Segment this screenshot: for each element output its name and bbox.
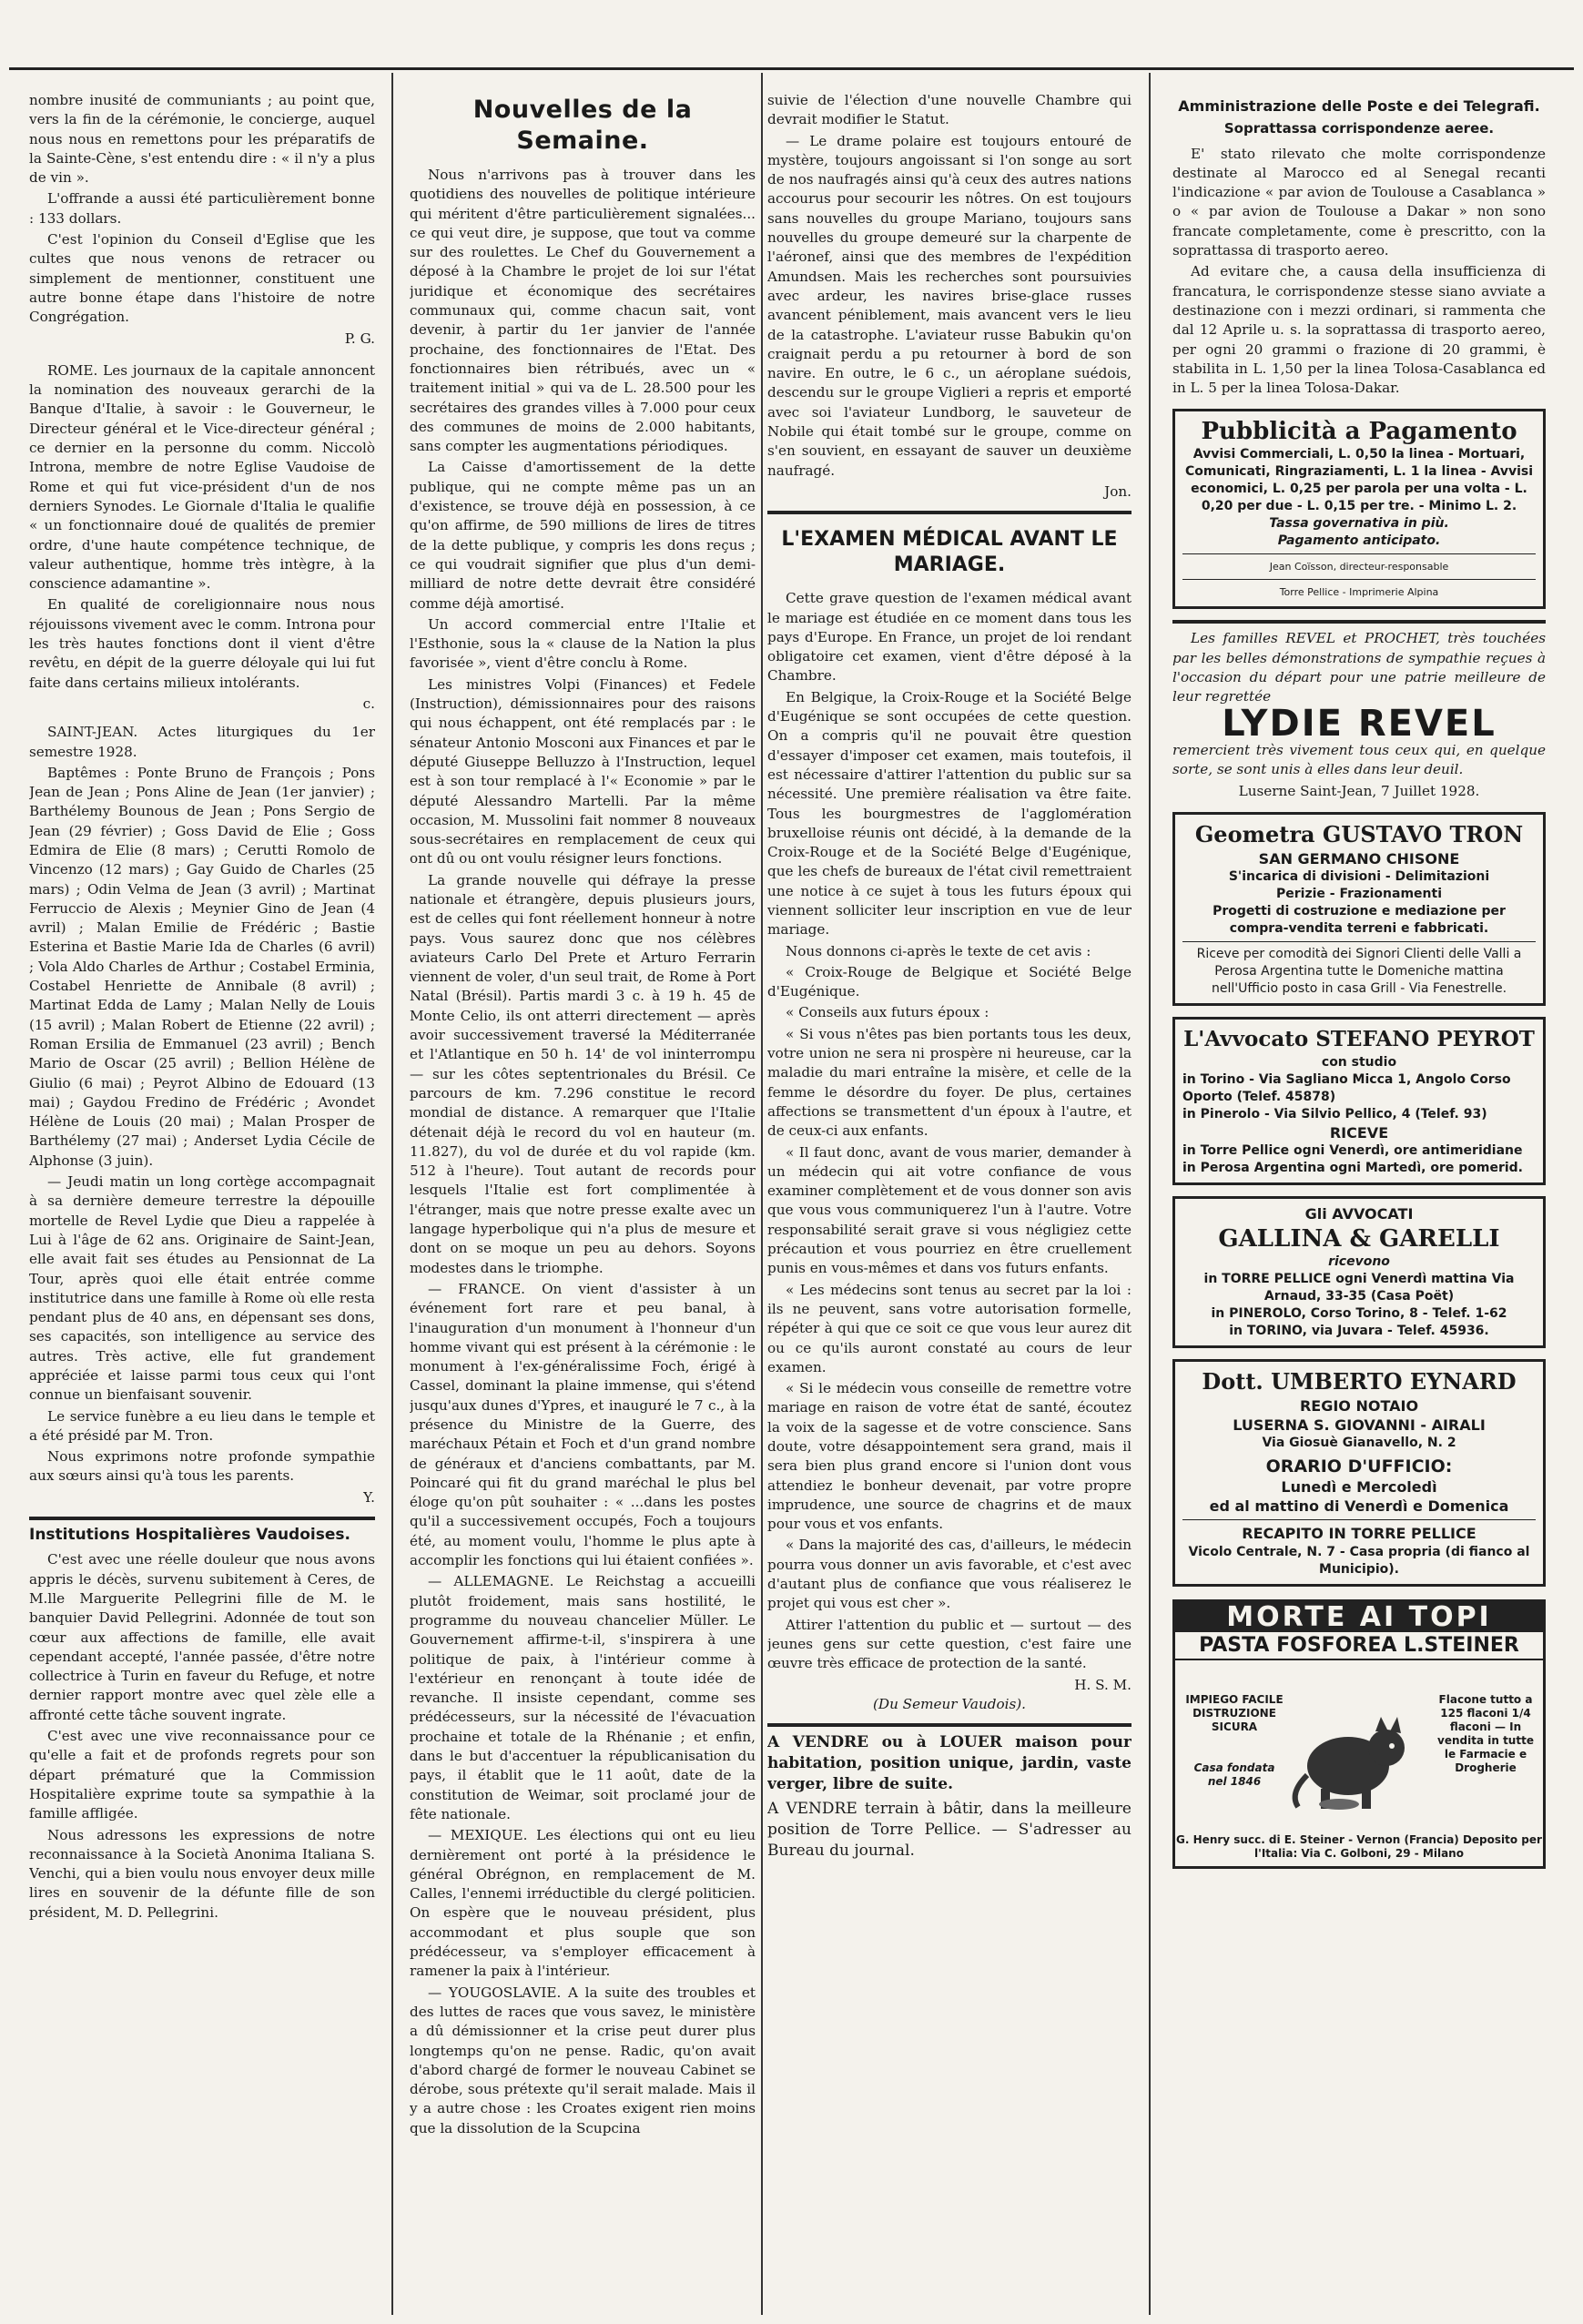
paragraph: Baptêmes : Ponte Bruno de François ; Pons Jean de Jean ; Pons Aline de Jean (1er janvier) ; Barthélemy Bounous de Jean ; Pons Sergio de Jean (29 février) ; Goss David de Elie ; Goss Edmira de Elie (8 mars) ; Cerutti Romolo de Vincenzo (12 mars) ; Gay Guido de Charles (25 mars) ; Odin Velma de Jean (3 avril) ; Martinat Ferruccio de Alexis ; Meynier Gino de Jean (4 avril) ; Malan Emilie de Frédéric ; Bastie Esterina et Bastie Marie Ida de Charles (6 avril) ; Vola Aldo Charles de Arthur ; Costabel Erminia, Costabel Henriette de Annibale (8 avril) ; Martinat Edda de Lamy ; Malan Nelly de Louis (15 avril) ; Malan Robert de Etienne (22 avril) ; Roman Ersilia de Emmanuel (23 avril) ; Bench Mario de Oscar (25 avril) ; Bellion Hélène de Giulio (6 mai) ; Peyrot Albino de Edouard (13 mai) ; Gaydou Fredino de Frédéric ; Avondet Hélène de Louis (20 mai) ; Malan Prosper de Barthélemy (27 mai) ; Anderset Lydia Cécile de Alphonse (3 juin).: [29, 764, 375, 1169]
paragraph: — Jeudi matin un long cortège accompagnait à sa dernière demeure terrestre la dépouille mortelle de Revel Lydie que Dieu a rappelée à Lui à l'âge de 62 ans. Originaire de Saint-Jean, elle avait fait ses études au Pensionnat de La Tour, après quoi elle était entrée comme institutrice dans une famille à Rome où elle resta pendant plus de 40 ans, en dépensant ses dons, ses capacités, son intelligence au service des autres. Très active, elle fut grandement appréciée et laisse parmi tous ceux qui l'ont connue un bienfaisant souvenir.: [29, 1173, 375, 1404]
advertising-rates-box: [1172, 409, 1546, 609]
paragraph: — ALLEMAGNE. Le Reichstag a accueilli plutôt froidement, mais sans hostilité, le programme du nouveau chancelier Müller. Le Gouvernement affirme-t-il, s'inspirera à une politique de paix, à l'intérieur comme à l'extérieur en renonçant à toute idée de revanche. Il insiste cependant, comme ses prédécesseurs, sur la nécessité de l'évacuation prochaine et totale de la Rhénanie ; et enfin, dans le but d'accentuer la républicanisation du pays, il établit que le 11 août, date de la constitution de Weimar, soit proclamé jour de fête nationale.: [410, 1573, 756, 1822]
paragraph: « Dans la majorité des cas, d'ailleurs, le médecin pourra vous donner un avis favorable, et c'est avec d'autant plus de confiance que vous réaliserez le projet qui vous est cher ».: [767, 1537, 1131, 1612]
divider: [1182, 553, 1536, 554]
column-divider: [761, 73, 763, 2315]
ad-text: RICEVE: [1329, 1124, 1389, 1142]
column-divider: [1149, 73, 1151, 2315]
ad-text: RECAPITO IN TORRE PELLICE: [1242, 1525, 1476, 1543]
ad-text: in PINEROLO, Corso Torino, 8 - Telef. 1-62: [1211, 1305, 1507, 1321]
paragraph: En Belgique, la Croix-Rouge et la Société Belge d'Eugénique se sont occupées de cette question. On a compris qu'il ne pouvait être question d'essayer d'imposer cet examen, mais toutefois, il est nécessaire d'attirer l'attention du public sur sa nécessité. Une première réalisation va être faite. Tous les bourgmestres de l'agglomération bruxelloise réunis ont décidé, à la demande de la Croix-Rouge et de la Société Belge d'Eugénique, que les chefs de bureaux de l'état civil remettraient une notice à ce sujet à tous les futurs époux qui viennent solliciter leur inscription en vue de leur mariage.: [767, 688, 1131, 939]
paragraph: suivie de l'élection d'une nouvelle Chambre qui devrait modifier le Statut.: [767, 92, 1131, 128]
ad-text: Tassa governativa in più.: [1269, 516, 1449, 532]
section-title: Nouvelles de la Semaine.: [472, 96, 693, 155]
ad-title: Pubblicità a Pagamento: [1201, 418, 1517, 446]
ad-text: Perizie - Frazionamenti: [1276, 887, 1442, 902]
ad-text: con studio: [1321, 1055, 1397, 1071]
ad-text: Gli AVVOCATI: [1304, 1205, 1414, 1223]
ad-text: Flacone tutto a 125 flaconi 1/4 flaconi — In vendita in tutte le Farmacie e Drogherie: [1437, 1692, 1534, 1774]
paragraph: Ad evitare che, a causa della insufficienza di francatura, le corrispondenze stesse siano avviate a destinazione con i mezzi ordinari, si rammenta che dal 12 Aprile u. s. la soprattassa di trasporto aereo, per ogni 20 grammi o frazione di 20 grammi, è stabilita in L. 1,50 per la linea Tolosa-Casablanca ed in L. 5 per la linea Tolosa-Dakar.: [1172, 263, 1546, 397]
ad-text: G. Henry succ. di E. Steiner - Vernon (Francia) Deposito per l'Italia: Via C. Golboni, 29 - Milano: [1176, 1832, 1542, 1860]
paragraph: Cette grave question de l'examen médical avant le mariage est étudiée en ce moment dans tous les pays d'Europe. En France, un projet de loi rendant obligatoire cet examen, vient d'être déposé à la Chambre.: [767, 590, 1131, 685]
ad-text: ORARIO D'UFFICIO:: [1265, 1456, 1453, 1477]
section-rule: [1172, 620, 1546, 624]
paragraph: L'offrande a aussi été particulièrement bonne : 133 dollars.: [29, 190, 375, 227]
ad-text: Via Giosuè Gianavello, N. 2: [1262, 1436, 1456, 1451]
column-4: [1172, 91, 1546, 2306]
paragraph: « Il faut donc, avant de vous marier, demander à un médecin qui ait votre confiance de vous examiner complètement et de vous donner son avis que vous vous communiquerez l'un à l'autre. Votre responsabilité serait grave si vous négligiez cette précaution et vous pourriez en être cruellement punis en vous-mêmes et dans vos futurs enfants.: [767, 1143, 1131, 1277]
paragraph: — FRANCE. On vient d'assister à un événement fort rare et peu banal, à l'inauguration d'un monument à l'honneur d'un homme vivant qui est présent à la cérémonie : le monument à l'ex-généralissime Foch, érigé à Cassel, dominant la plaine immense, qui s'étend jusqu'aux dunes d'Ypres, et inauguré le 7 c., à la présence du Ministre de la Guerre, des maréchaux Pétain et Foch et d'un grand nombre de généraux et d'anciens combattants, par M. Poincaré qui fit du grand maréchal le plus bel éloge qu'on pût souhaiter : « ...dans les postes qu'il a successivement occupés, Foch a toujours été, au moment voulu, l'homme le plus apte à accomplir les fonctions qui lui étaient confiées ».: [410, 1280, 756, 1569]
paragraph: Les familles REVEL et PROCHET, très touchées par les belles démonstrations de sympathie reçues à l'occasion du départ pour une patrie meilleure de leur regrettée: [1172, 630, 1546, 705]
advertisement-gallina-garelli: [1172, 1196, 1546, 1347]
ad-title: GALLINA & GARELLI: [1218, 1224, 1500, 1253]
ad-text: in Torino - Via Sagliano Micca 1, Angolo Corso Oporto (Telef. 45878): [1182, 1072, 1511, 1105]
paragraph: SAINT-JEAN. Actes liturgiques du 1er semestre 1928.: [29, 724, 375, 760]
paragraph: C'est avec une vive reconnaissance pour ce qu'elle a fait et de profonds regrets pour son départ prématuré que la Commission Hospitalière exprime toute sa sympathie à la famille affligée.: [29, 1728, 375, 1822]
ad-text: in Pinerolo - Via Silvio Pellico, 4 (Telef. 93): [1182, 1107, 1487, 1122]
paragraph: « Les médecins sont tenus au secret par la loi : ils ne peuvent, sans votre autorisation formelle, répéter à qui que ce soit ce que vous leur aurez dit ou ce qu'ils auront constaté au cours de leur examen.: [767, 1281, 1131, 1375]
paragraph: E' stato rilevato che molte corrispondenze destinate al Marocco ed al Senegal recanti l'indicazione « par avion de Toulouse a Casablanca » o « par avion de Toulouse a Dakar » non sono francate completamente, come è prescritto, con la soprattassa di trasporto aereo.: [1172, 145, 1546, 259]
imprint: Jean Coïsson, directeur-responsable: [1269, 561, 1449, 573]
divider: [1182, 579, 1536, 580]
paragraph: « Si le médecin vous conseille de remettre votre mariage en raison de votre état de santé, écoutez la voix de la sagesse et de votre conscience. Sans doute, votre désappointement sera grand, mais il sera bien plus grand encore si l'union dont vous attendiez le bonheur devenait, par votre propre imprudence, une source de chagrins et de maux pour vous et vos enfants.: [767, 1380, 1131, 1533]
paragraph: Nous exprimons notre profonde sympathie aux sœurs ainsi qu'à tous les parents.: [29, 1448, 375, 1485]
section-rule: [29, 1517, 375, 1520]
ad-text: in TORRE PELLICE ogni Venerdì mattina Via Arnaud, 33-35 (Casa Poët): [1203, 1271, 1515, 1304]
paragraph: — MEXIQUE. Les élections qui ont eu lieu dernièrement ont porté à la présidence le général Obrégnon, en remplacement de M. Calles, l'ennemi irréductible du clergé politicien. On espère que le nouveau président, plus accommodant et plus souple que son prédécesseur, va s'employer efficacement à ramener la paix à l'intérieur.: [410, 1827, 756, 1980]
paragraph: « Croix-Rouge de Belgique et Société Belge d'Eugénique.: [767, 963, 1131, 1000]
paragraph: Le service funèbre a eu lieu dans le temple et a été présidé par M. Tron.: [29, 1407, 375, 1444]
paragraph: nombre inusité de communiants ; au point que, vers la fin de la cérémonie, le concierge, auquel nous nous en remettons pour les préparatifs de la Sainte-Cène, s'est entendu dire : « il n'y a plus de vin ».: [29, 92, 375, 187]
column-1: [29, 91, 375, 2306]
ad-text: S'incarica di divisioni - Delimitazioni: [1228, 869, 1490, 885]
section-rule: [767, 511, 1131, 514]
advertisement-peyrot: [1172, 1017, 1546, 1185]
ad-text: Vicolo Centrale, N. 7 - Casa propria (di fianco al Municipio).: [1188, 1544, 1530, 1577]
classified-ad: A VENDRE terrain à bâtir, dans la meilleure position de Torre Pellice. — S'adresser au Bureau du journal.: [767, 1800, 1131, 1861]
divider: [1182, 1519, 1536, 1520]
section-title: Institutions Hospitalières Vaudoises.: [29, 1526, 350, 1545]
ad-text: Riceve per comodità dei Signori Clienti delle Valli a Perosa Argentina tutte le Domeniche mattina nell'Ufficio posto in casa Grill - Via Fenestrelle.: [1196, 947, 1522, 997]
ad-text: [1184, 1693, 1284, 1789]
section-rule: [767, 1723, 1131, 1727]
divider: [1182, 941, 1536, 942]
advertisement-morte-ai-topi: [1172, 1599, 1546, 1869]
column-3: [767, 91, 1131, 2306]
ad-text: in TORINO, via Juvara - Telef. 45936.: [1229, 1323, 1489, 1338]
paragraph: remercient très vivement tous ceux qui, en quelque sorte, se sont unis à elles dans leur deuil.: [1172, 741, 1546, 778]
paragraph: La Caisse d'amortissement de la dette publique, qui ne compte même pas un an d'existence, se trouve déjà en possession, à ce qu'on affirme, de 590 millions de lires de titres de la dette publique, y compris les dons reçus ; ce qui voudrait signifier que plus d'un demi-milliard de notre dette devrait être considéré comme déjà amortisé.: [410, 459, 756, 612]
paragraph: « Si vous n'êtes pas bien portants tous les deux, votre union ne sera ni prospère ni heureuse, car la maladie du mari entraîne la misère, et celle de la femme le désordre du foyer. De plus, certaines affections se transmettent d'un époux à l'autre, et de ceux-ci aux enfants.: [767, 1025, 1131, 1140]
date-line: Luserne Saint-Jean, 7 Juillet 1928.: [1238, 782, 1480, 799]
ad-banner: MORTE AI TOPI: [1175, 1602, 1543, 1632]
paragraph: ROME. Les journaux de la capitale annoncent la nomination des nouveaux gerarchi de la Banque d'Italie, à savoir : le Gouverneur, le Directeur général et le Vice-directeur général ; ce dernier en la personne du comm. Niccolò Introna, membre de notre Eglise Vaudoise de Rome et qui fut vice-président d'un de nos derniers Synodes. Le Giornale d'Italia le qualifie « un fonctionnaire doué de qualités de premier ordre, d'une haute compétence technique, de valeur authentique, homme très intègre, à la conscience adamantine ».: [29, 361, 375, 593]
paragraph: Nous adressons les expressions de notre reconnaissance à la Società Anonima Italiana S. Venchi, qui a bien voulu nous envoyer deux mille lires en souvenir de la défunte fille de son président, M. D. Pellegrini.: [29, 1826, 375, 1921]
paragraph: — YOUGOSLAVIE. A la suite des troubles et des luttes de races que vous savez, le ministère a dû démissionner et la crise peut durer plus longtemps qu'on ne pense. Radic, qu'on avait d'abord chargé de former le nouveau Cabinet se dérobe, sous prétexte qu'il serait malade. Mais il y a autre chose : les Croates exigent rien moins que la dissolution de la Scupcina: [410, 1984, 756, 2136]
ad-text: Casa fondata nel 1846: [1193, 1761, 1275, 1788]
ad-text: Avvisi Commerciali, L. 0,50 la linea - Mortuari, Comunicati, Ringraziamenti, L. 1 la linea - Avvisi economici, L. 0,25 per parola per una volta - L. 0,20 per due - L. 0,15 per tre. - Minimo L. 2.: [1184, 447, 1534, 514]
signature: P. G.: [344, 330, 375, 347]
column-divider: [391, 73, 393, 2315]
ad-title: Geometra GUSTAVO TRON: [1194, 820, 1524, 847]
ad-text: Progetti di costruzione e mediazione per compra-vendita terreni e fabbricati.: [1213, 904, 1506, 937]
ad-text: ricevono: [1328, 1253, 1390, 1269]
ad-text: in Perosa Argentina ogni Martedì, ore pomerid.: [1182, 1161, 1523, 1176]
paragraph: En qualité de coreligionnaire nous nous réjouissons vivement avec le comm. Introna pour les très hautes fonctions dont il vient d'être revêtu, en dépit de la guerre déloyale qui lui fut faite dans certains milieux intolérants.: [29, 596, 375, 691]
column-2: [410, 91, 756, 2306]
paragraph: Nous donnons ci-après le texte de cet avis :: [786, 942, 1091, 959]
ad-place: SAN GERMANO CHISONE: [1258, 849, 1460, 868]
ad-text: REGIO NOTAIO: [1299, 1396, 1419, 1415]
ad-text: Lunedì e Mercoledì: [1281, 1477, 1437, 1496]
ad-text: ed al mattino di Venerdì e Domenica: [1209, 1497, 1509, 1515]
ad-title: Dott. UMBERTO EYNARD: [1202, 1367, 1517, 1395]
section-title: Amministrazione delle Poste e dei Telegrafi.: [1178, 97, 1540, 115]
section-subtitle: Soprattassa corrispondenze aeree.: [1223, 120, 1495, 137]
paragraph: Un accord commercial entre l'Italie et l'Esthonie, sous la « clause de la Nation la plus favorisée », vient d'être conclu à Rome.: [410, 615, 756, 672]
top-rule: [9, 67, 1574, 70]
ad-text: LUSERNA S. GIOVANNI - AIRALI: [1233, 1416, 1486, 1435]
paragraph: Nous n'arrivons pas à trouver dans les quotidiens des nouvelles de politique intérieure qui méritent d'être particulièrement signalées... ce qui veut dire, je suppose, que tout va comme sur des roulettes. Le Chef du Gouvernement a déposé à la Chambre le projet de loi sur l'état juridique et économique des secrétaires communaux qui, comme chacun sait, vont devenir, à partir du 1er janvier de l'année prochaine, des fonctionnaires de l'Etat. Des fonctionnaires bien rétribués, avec un « traitement initial » qui va de L. 28.500 pour les secrétaires des grandes villes à 7.000 pour ceux des communes de moins de 2.000 habitants, sans compter les augmentations périodiques.: [410, 167, 756, 455]
signature: Y.: [363, 1488, 375, 1506]
paragraph: — Le drame polaire est toujours entouré de mystère, toujours angoissant si l'on songe au sort de nos naufragés ainsi qu'à ceux des autres nations accourus pour secourir les nôtres. On est toujours sans nouvelles du groupe Mariano, toujours sans nouvelles du groupe demeuré sur la charpente de l'aéronef, ainsi que des membres de l'expédition Amundsen. Mais les recherches sont poursuivies avec ardeur, les navires brise-glace russes avancent péniblement, mais avancent vers le lieu de la catastrophe. L'aviateur russe Babukin qu'on craignait perdu a pu retourner à bord de son navire. En outre, le 6 c., un aéroplane suédois, descendu sur le groupe Viglieri a repris et emporté avec soi l'aviateur Lundborg, le sauveteur de Nobile qui était tombé sur le groupe, comme on s'en souvient, en essayant de sauver un deuxième naufragé.: [767, 132, 1131, 479]
advertisement-tron: [1172, 812, 1546, 1006]
paragraph: Attirer l'attention du public et — surtout — des jeunes gens sur cette question, c'est faire une œuvre très efficace de protection de la santé.: [767, 1616, 1131, 1672]
source-note: (Du Semeur Vaudois).: [872, 1695, 1027, 1712]
cat-rat-illustration: [1284, 1711, 1421, 1812]
ad-text: IMPIEGO FACILE DISTRUZIONE SICURA: [1185, 1692, 1284, 1733]
classified-ad: A VENDRE ou à LOUER maison pour habitation, position unique, jardin, vaste verger, libre de suite.: [767, 1733, 1131, 1794]
paragraph: « Conseils aux futurs époux :: [786, 1004, 989, 1021]
deceased-name: LYDIE REVEL: [1222, 702, 1497, 745]
ad-text: Pagamento anticipato.: [1277, 533, 1441, 549]
signature: H. S. M.: [1074, 1676, 1131, 1693]
paragraph: C'est l'opinion du Conseil d'Eglise que les cultes que nous venons de retracer ou simplement de mentionner, constituent une autre bonne étape dans l'histoire de notre Congrégation.: [29, 231, 375, 326]
ad-title: L'Avvocato STEFANO PEYROT: [1183, 1027, 1535, 1052]
section-title: L'EXAMEN MÉDICAL AVANT LE MARIAGE.: [781, 528, 1118, 577]
ad-title: PASTA FOSFOREA L.STEINER: [1175, 1632, 1543, 1660]
signature: c.: [362, 695, 375, 712]
paragraph: Les ministres Volpi (Finances) et Fedele (Instruction), démissionnaires pour des raisons qui nous échappent, ont été remplacés par : le sénateur Antonio Mosconi aux Finances et par le député Giuseppe Belluzzo à l'Instruction, lequel est à son tour remplacé à l'« Economie » par le député Alessandro Martelli. Par la même occasion, M. Mussolini fait nommer 8 nouveaux sous-secrétaires en remplacement de ceux qui ont dû ou ont voulu résigner leurs fonctions.: [410, 675, 756, 868]
imprint: Torre Pellice - Imprimerie Alpina: [1279, 586, 1439, 599]
advertisement-eynard: [1172, 1359, 1546, 1587]
paragraph: C'est avec une réelle douleur que nous avons appris le décès, survenu subitement à Ceres, de M.lle Marguerite Pellegrini fille de M. le banquier David Pellegrini. Adonnée de tout son cœur aux affections de famille, elle avait cependant accepté, l'année passée, d'être notre collectrice à Turin en faveur du Refuge, et notre dernier rapport montre avec quel zèle elle a affronté cette tâche souvent ingrate.: [29, 1551, 375, 1723]
ad-text: in Torre Pellice ogni Venerdì, ore antimeridiane: [1182, 1143, 1523, 1159]
signature: Jon.: [1104, 482, 1131, 500]
paragraph: La grande nouvelle qui défraye la presse nationale et étrangère, depuis plusieurs jours, est de celles qui font réellement honneur à notre pays. Vous saurez donc que nos célèbres aviateurs Carlo Del Prete et Arturo Ferrarin viennent de voler, d'un seul trait, de Rome à Port Natal (Brésil). Partis mardi 3 c. à 19 h. 45 de Monte Celio, ils ont atterri directement — après avoir successivement traversé la Méditerranée et l'Atlantique en 50 h. 14' de vol ininterrompu — sur les côtes septentrionales du Brésil. Ce parcours de km. 7.296 constitue le record mondial de distance. A remarquer que l'Italie détenait déjà le record du vol en hauteur (m. 11.827), du vol de durée et du vol rapide (km. 512 à l'heure). Tout autant de records pour lesquels l'Italie est fort complimentée à l'étranger, mais que notre presse exalte avec un langage hyperbolique qui n'a plus de mesure et dont on se moque un peu au dehors. Soyons modestes dans le triomphe.: [410, 871, 756, 1276]
